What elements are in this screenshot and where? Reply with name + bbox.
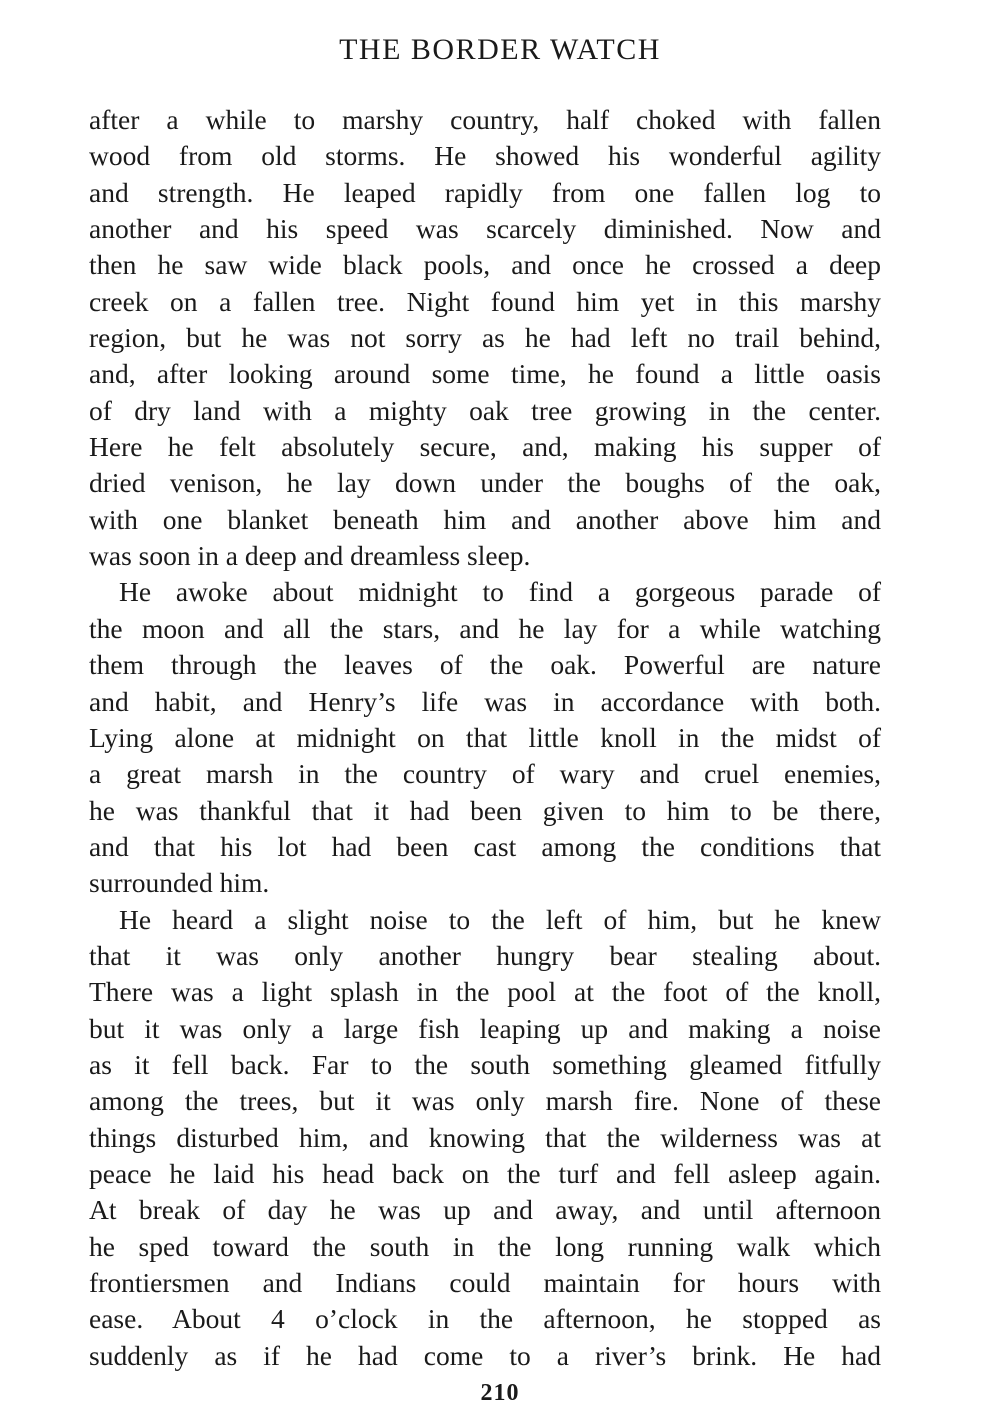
text-line: of dry land with a mighty oak tree growing in the center. — [89, 394, 881, 426]
text-line: among the trees, but it was only marsh fire. None of these — [89, 1085, 881, 1117]
text-line: as it fell back. Far to the south something gleamed fitfully — [89, 1048, 881, 1080]
text-line: Here he felt absolutely secure, and, making his supper of — [89, 431, 881, 463]
text-line: another and his speed was scarcely diminished. Now and — [89, 213, 881, 245]
text-line: Lying alone at midnight on that little knoll in the midst of — [89, 721, 881, 753]
text-line: things disturbed him, and knowing that the wilderness was at — [89, 1121, 881, 1153]
text-line: he sped toward the south in the long running walk which — [89, 1230, 881, 1262]
running-head: THE BORDER WATCH — [339, 33, 661, 66]
text-line: frontiersmen and Indians could maintain for hours with — [89, 1267, 881, 1298]
text-line: dried venison, he lay down under the boughs of the oak, — [89, 467, 881, 499]
text-line: them through the leaves of the oak. Powerful are nature — [89, 649, 881, 681]
text-line: after a while to marshy country, half choked with fallen — [89, 104, 881, 135]
page-number: 210 — [480, 1380, 520, 1406]
text-line: region, but he was not sorry as he had left no trail behind, — [89, 322, 881, 354]
text-line: he was thankful that it had been given to him to be there, — [89, 794, 881, 826]
text-line: and habit, and Henry’s life was in accordance with both. — [89, 685, 881, 717]
body-text — [89, 102, 881, 1374]
text-line: but it was only a large fish leaping up and making a noise — [89, 1012, 881, 1044]
text-line: ease. About 4 o’clock in the afternoon, he stopped as — [89, 1303, 881, 1335]
text-line: and, after looking around some time, he found a little oasis — [89, 358, 881, 390]
text-line: was soon in a deep and dreamless sleep. — [89, 540, 531, 572]
text-line: and that his lot had been cast among the conditions that — [89, 830, 881, 862]
text-line: surrounded him. — [89, 867, 270, 899]
text-line: There was a light splash in the pool at the foot of the knoll, — [89, 976, 881, 1008]
text-line: He heard a slight noise to the left of him, but he knew — [119, 903, 881, 935]
text-line: then he saw wide black pools, and once he crossed a deep — [89, 249, 881, 281]
text-line: suddenly as if he had come to a river’s brink. He had — [89, 1339, 881, 1371]
text-line: that it was only another hungry bear stealing about. — [89, 939, 881, 971]
text-line: creek on a fallen tree. Night found him yet in this marshy — [89, 285, 881, 317]
text-line: He awoke about midnight to find a gorgeous parade of — [119, 576, 881, 608]
text-line: the moon and all the stars, and he lay for a while watching — [89, 612, 881, 644]
text-line: wood from old storms. He showed his wonderful agility — [89, 140, 881, 172]
text-line: peace he laid his head back on the turf and fell asleep again. — [89, 1157, 881, 1189]
text-line: At break of day he was up and away, and until afternoon — [89, 1194, 881, 1226]
text-line: with one blanket beneath him and another above him and — [89, 503, 881, 535]
text-line: and strength. He leaped rapidly from one fallen log to — [89, 176, 881, 208]
text-line: a great marsh in the country of wary and cruel enemies, — [89, 758, 881, 790]
